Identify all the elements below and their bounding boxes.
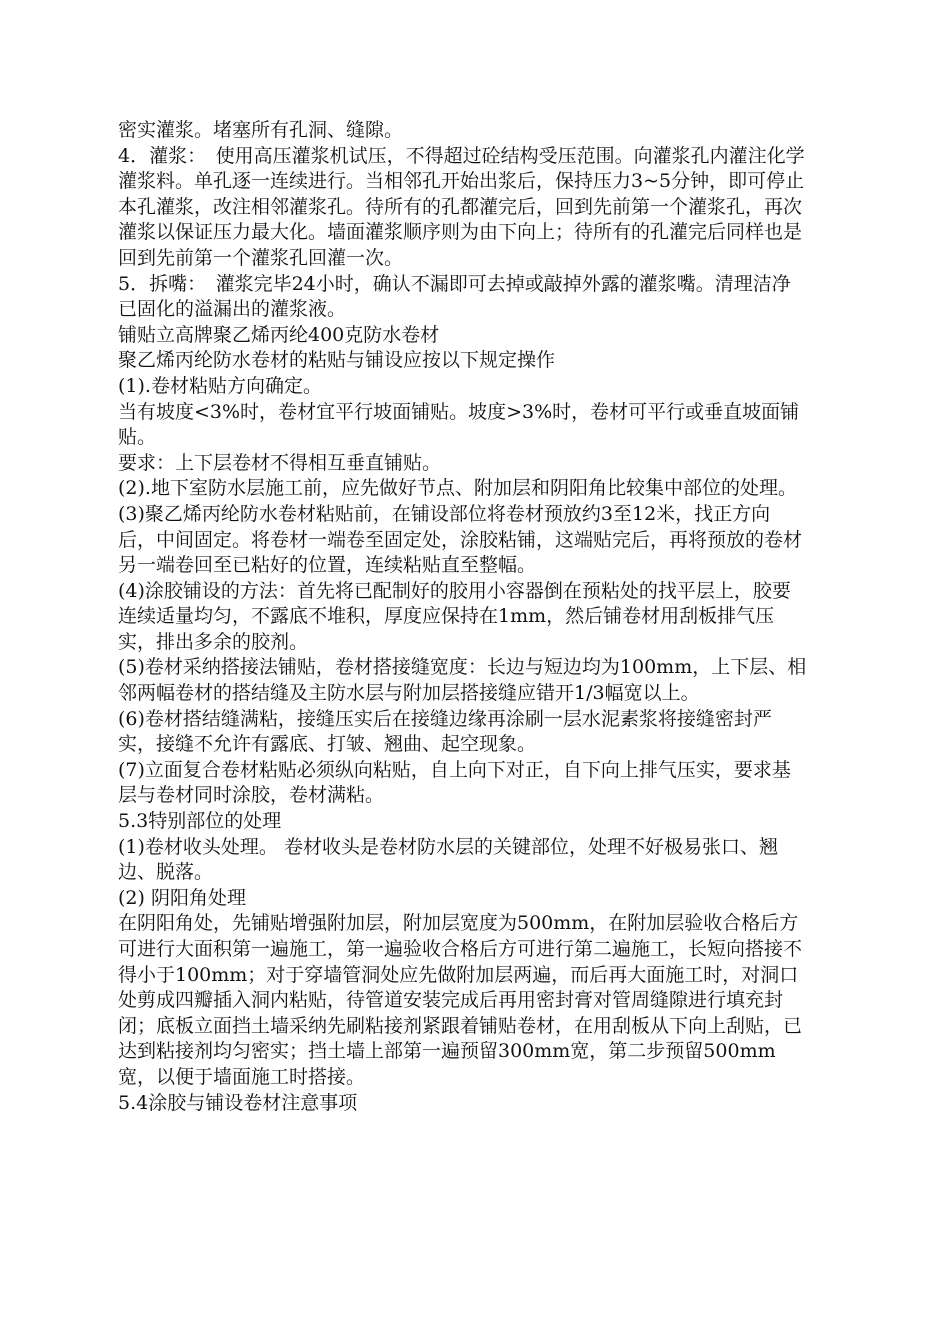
paragraph: 聚乙烯丙纶防水卷材的粘贴与铺设应按以下规定操作 bbox=[118, 349, 556, 372]
section-heading: 5.4涂胶与铺设卷材注意事项 bbox=[118, 1091, 358, 1114]
list-item: (2).地下室防水层施工前，应先做好节点、附加层和阴阳角比较集中部位的处理。 bbox=[118, 477, 797, 500]
document-body bbox=[118, 118, 808, 1116]
paragraph: 要求：上下层卷材不得相互垂直铺贴。 bbox=[118, 451, 442, 474]
paragraph: 4．灌浆： 使用高压灌浆机试压，不得超过砼结构受压范围。向灌浆孔内灌注化学灌浆料。单孔逐一连续进行。当相邻孔开始出浆后，保持压力3~5分钟，即可停止本孔灌浆，改注相邻灌浆孔。待所有的孔都灌完后，回到先前第一个灌浆孔，再次灌浆以保证压力最大化。墙面灌浆顺序则为由下向上；待所有的孔灌完后同样也是回到先前第一个灌浆孔回灌一次。 bbox=[118, 144, 805, 269]
list-item: (4)涂胶铺设的方法：首先将已配制好的胶用小容器倒在预粘处的找平层上，胶要连续适量均匀，不露底不堆积，厚度应保持在1mm，然后铺卷材用刮板排气压实，排出多余的胶剂。 bbox=[118, 579, 791, 653]
paragraph: 在阴阳角处，先铺贴增强附加层，附加层宽度为500mm，在附加层验收合格后方可进行大面积第一遍施工，第一遍验收合格后方可进行第二遍施工，长短向搭接不得小于100mm；对于穿墙管洞处应先做附加层两遍，而后再大面施工时，对洞口处剪成四瓣插入洞内粘贴，待管道安装完成后再用密封膏对管周缝隙进行填充封闭；底板立面挡土墙采纳先刷粘接剂紧跟着铺贴卷材，在用刮板从下向上刮贴，已达到粘接剂均匀密实；挡土墙上部第一遍预留300mm宽，第二步预留500mm宽，以便于墙面施工时搭接。 bbox=[118, 912, 803, 1088]
list-item: (3)聚乙烯丙纶防水卷材粘贴前，在铺设部位将卷材预放约3至12米，找正方向后，中间固定。将卷材一端卷至固定处，涂胶粘铺，这端贴完后，再将预放的卷材另一端卷回至已粘好的位置，连续粘贴直至整幅。 bbox=[118, 502, 803, 577]
paragraph: 当有坡度<3%时，卷材宜平行坡面铺贴。坡度>3%时，卷材可平行或垂直坡面铺贴。 bbox=[118, 400, 800, 449]
list-item: (5)卷材采纳搭接法铺贴，卷材搭接缝宽度：长边与短边均为100mm，上下层、相邻两幅卷材的搭结缝及主防水层与附加层搭接缝应错开1/3幅宽以上。 bbox=[118, 656, 807, 705]
list-item: (1)卷材收头处理。 卷材收头是卷材防水层的关键部位，处理不好极易张口、翘边、脱落。 bbox=[118, 835, 778, 884]
list-item: (7)立面复合卷材粘贴必须纵向粘贴，自上向下对正，自下向上排气压实，要求基层与卷材同时涂胶，卷材满粘。 bbox=[118, 758, 791, 807]
section-heading: 铺贴立高牌聚乙烯丙纶400克防水卷材 bbox=[118, 323, 440, 346]
paragraph: 5．拆嘴： 灌浆完毕24小时，确认不漏即可去掉或敲掉外露的灌浆嘴。清理洁净已固化的溢漏出的灌浆液。 bbox=[118, 272, 791, 321]
list-item: (6)卷材搭结缝满粘，接缝压实后在接缝边缘再涂刷一层水泥素浆将接缝密封严实，接缝不允许有露底、打皱、翘曲、起空现象。 bbox=[118, 707, 772, 756]
list-item: (1).卷材粘贴方向确定。 bbox=[118, 374, 322, 397]
section-heading: 5.3特别部位的处理 bbox=[118, 810, 282, 833]
list-item: (2) 阴阳角处理 bbox=[118, 886, 246, 909]
paragraph: 密实灌浆。堵塞所有孔洞、缝隙。 bbox=[118, 119, 404, 141]
